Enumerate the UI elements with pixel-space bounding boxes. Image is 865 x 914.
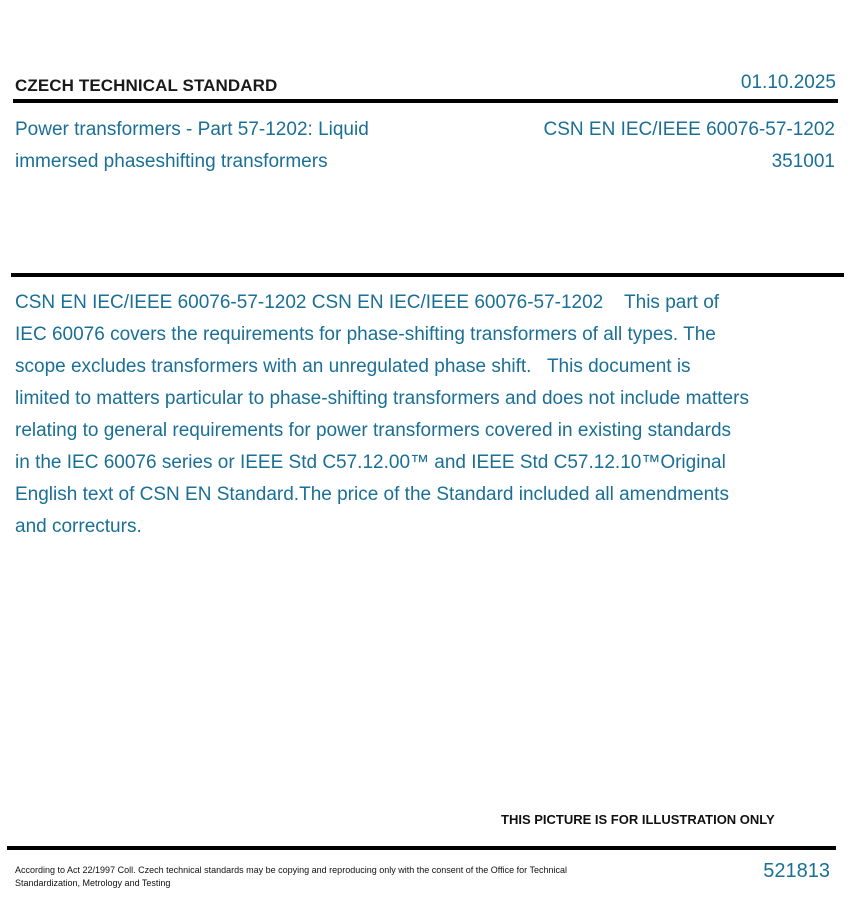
document-abstract: CSN EN IEC/IEEE 60076-57-1202 CSN EN IEC/IEEE 60076-57-1202 This part of IEC 60076 covers the requirements for phase-shifting transformers of all types. The scope excludes transformers with an unregulated phase shift. This document is limited to matters particular to phase-shifting transformers and does not include matters relating to general requirements for power transformers covered in existing standards in the IEC 60076 series or IEEE Std C57.12.00™ and IEEE Std C57.12.10™Original English text of CSN EN Standard.The price of the Standard included all amendments and correcturs. bbox=[15, 292, 755, 537]
illustration-disclaimer: THIS PICTURE IS FOR ILLUSTRATION ONLY bbox=[501, 812, 775, 827]
legal-notice: According to Act 22/1997 Coll. Czech technical standards may be copying and reproducing only with the consent of the Office for Technical Standardization, Metrology and Testing bbox=[15, 865, 567, 888]
standard-type-heading: CZECH TECHNICAL STANDARD bbox=[15, 76, 278, 95]
header-divider bbox=[13, 99, 838, 103]
classification-number: 351001 bbox=[771, 151, 835, 172]
catalog-code: 521813 bbox=[763, 860, 830, 882]
document-code: CSN EN IEC/IEEE 60076-57-1202 bbox=[543, 119, 835, 140]
title-divider bbox=[11, 273, 844, 277]
document-title: Power transformers - Part 57-1202: Liquid immersed phaseshifting transformers bbox=[15, 119, 369, 172]
footer-divider bbox=[7, 846, 836, 850]
document-identifiers bbox=[544, 114, 836, 178]
publication-date: 01.10.2025 bbox=[740, 72, 836, 93]
